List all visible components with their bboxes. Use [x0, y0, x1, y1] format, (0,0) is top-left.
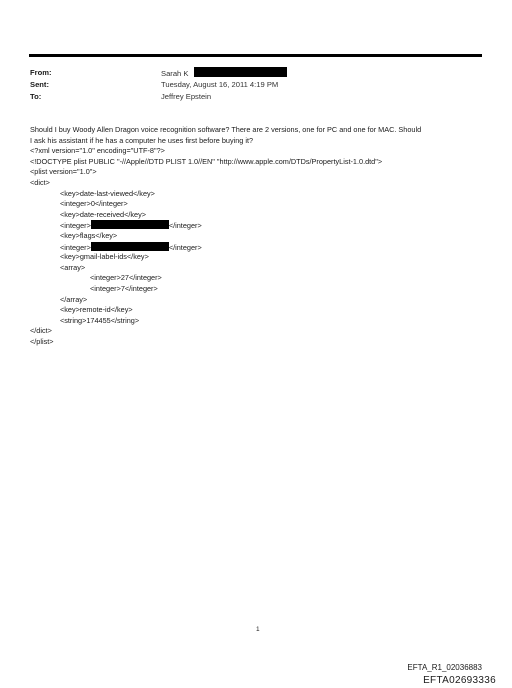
integer-redacted-2 — [30, 242, 485, 253]
redaction-box — [91, 220, 169, 229]
sent-value: Tuesday, August 16, 2011 4:19 PM — [161, 80, 279, 89]
doctype-line: <!DOCTYPE plist PUBLIC "-//Apple//DTD PLIST 1.0//EN" "http://www.apple.com/DTDs/PropertyList-1.0.dtd"> — [30, 156, 383, 166]
integer-close-tag: </integer> — [168, 221, 202, 231]
key-flags: <key>flags</key> — [60, 230, 118, 240]
sent-label: Sent: — [30, 80, 49, 89]
integer-close-tag: </integer> — [168, 242, 202, 252]
integer-open-tag: <integer> — [60, 221, 91, 231]
array-close: </array> — [60, 294, 88, 304]
to-label: To: — [30, 92, 42, 101]
integer-27: <integer>27</integer> — [90, 273, 162, 283]
xml-declaration: <?xml version="1.0" encoding="UTF-8"?> — [30, 146, 165, 156]
integer-7: <integer>7</integer> — [90, 283, 158, 293]
string-remote-id: <string>174455</string> — [60, 315, 140, 325]
integer-redacted-1 — [30, 220, 485, 231]
plist-close: </plist> — [30, 336, 54, 346]
redaction-box — [194, 67, 287, 77]
key-date-received: <key>date-received</key> — [60, 209, 146, 219]
body-paragraph-line-2: I ask his assistant if he has a computer he uses first before buying it? — [30, 135, 254, 145]
redaction-box — [91, 242, 169, 251]
integer-zero: <integer>0</integer> — [60, 199, 128, 209]
from-value — [161, 67, 287, 78]
page-number: 1 — [256, 626, 260, 633]
bates-number-2: EFTA02693336 — [423, 675, 496, 686]
plist-open: <plist version="1.0"> — [30, 167, 97, 177]
key-date-last-viewed: <key>date-last-viewed</key> — [60, 188, 155, 198]
key-gmail-label-ids: <key>gmail-label-ids</key> — [60, 252, 149, 262]
body-paragraph-line-1: Should I buy Woody Allen Dragon voice recognition software? There are 2 versions, one for PC and one for MAC. Should — [30, 125, 422, 134]
email-body — [30, 125, 485, 347]
header-rule — [29, 54, 482, 57]
dict-close: </dict> — [30, 326, 52, 336]
array-open: <array> — [60, 262, 86, 272]
bates-number-1: EFTA_R1_02036883 — [407, 663, 482, 672]
to-value: Jeffrey Epstein — [161, 92, 212, 101]
integer-open-tag: <integer> — [60, 242, 91, 252]
dict-open: <dict> — [30, 177, 50, 187]
sender-name: Sarah K — [161, 69, 189, 78]
key-remote-id: <key>remote-id</key> — [60, 305, 133, 315]
from-label: From: — [30, 68, 52, 77]
